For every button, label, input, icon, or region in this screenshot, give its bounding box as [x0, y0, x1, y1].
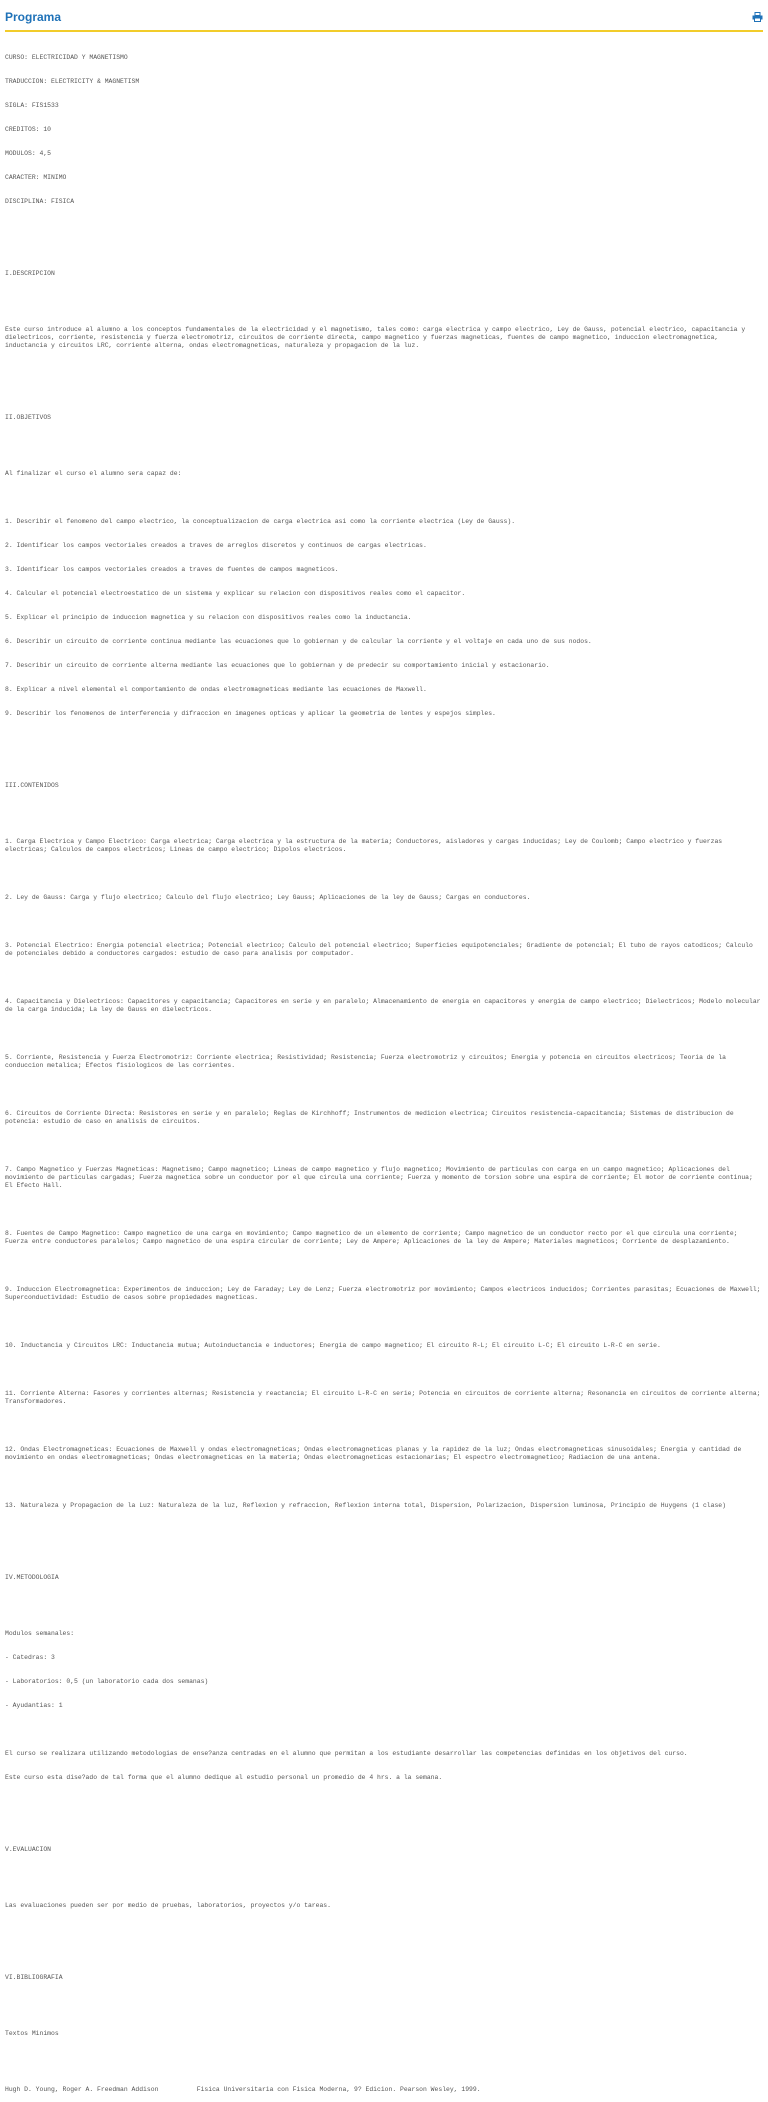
meta-discipline: DISCIPLINA: FISICA: [5, 198, 75, 205]
metodologia-line: - Catedras: 3: [5, 1654, 55, 1661]
contenido-item: 10. Inductancia y Circuitos LRC: Inductancia mutua; Autoinductancia e inductores; Energia de campo magnetico; El circuito R-L; El circuito L-C; El circuito L-R-C en serie.: [5, 1342, 661, 1349]
objetivo-item: 8. Explicar a nivel elemental el comportamiento de ondas electromagneticas mediante las ecuaciones de Maxwell.: [5, 686, 427, 693]
contenido-item: 5. Corriente, Resistencia y Fuerza Electromotriz: Corriente electrica; Resistividad; Resistencia; Fuerza electromotriz y circuitos; Energia y potencia en circuitos electricos; Teoria de la conduccion metalica; Efectos fisiologicos de las corrientes.: [5, 1054, 730, 1069]
objetivo-item: 3. Identificar los campos vectoriales creados a traves de fuentes de campos magneticos.: [5, 566, 339, 573]
section-heading-metodologia: IV.METODOLOGIA: [5, 1574, 59, 1581]
meta-course: CURSO: ELECTRICIDAD Y MAGNETISMO: [5, 54, 128, 61]
section-heading-objetivos: II.OBJETIVOS: [5, 414, 52, 421]
contenido-item: 7. Campo Magnetico y Fuerzas Magneticas: Magnetismo; Campo magnetico; Lineas de campo magnetico y flujo magnetico; Movimiento de particulas con carga en un campo magnetico; Aplicaciones del movimiento de particulas cargadas; Fuerza magnetica sobre un conductor por el que circula una corriente; Fuerza y momento de torsion sobre una espira de corriente; El motor de corriente continua; El Efecto Hall.: [5, 1166, 757, 1189]
page-header: [5, 0, 763, 32]
contenido-item: 4. Capacitancia y Dielectricos: Capacitores y capacitancia; Capacitores en serie y en paralelo; Almacenamiento de energia en capacitores y energia de campo electrico; Dielectricos; Modelo molecular de la carga inducida; La ley de Gauss en dielectricos.: [5, 998, 765, 1013]
objetivos-intro: Al finalizar el curso el alumno sera capaz de:: [5, 470, 182, 477]
objetivo-item: 1. Describir el fenomeno del campo electrico, la conceptualizacion de carga electrica asi como la corriente electrica (Ley de Gauss).: [5, 518, 516, 525]
metodologia-text: El curso se realizara utilizando metodologias de ense?anza centradas en el alumno que permitan a los estudiante desarrollar las competencias definidas en los objetivos del curso.: [5, 1750, 688, 1757]
descripcion-text: Este curso introduce al alumno a los conceptos fundamentales de la electricidad y el magnetismo, tales como: carga electrica y campo electrico, Ley de Gauss, potencial electrico, capacitancia y dielectricos, corriente, resistencia y fuerza electromotriz, circuitos de corriente directa, campo magnetico y fuerzas magneticas, fuentes de campo magnetico, induccion electromagnetica, inductancia y circuitos LRC, corriente alterna, ondas electromagneticas, naturaleza y propagacion de la luz.: [5, 326, 750, 349]
metodologia-line: Modulos semanales:: [5, 1630, 75, 1637]
contenido-item: 9. Induccion Electromagnetica: Experimentos de induccion; Ley de Faraday; Ley de Lenz; Fuerza electromotriz por movimiento; Campos electricos inducidos; Corrientes parasitas; Ecuaciones de Maxwell; Superconductividad: Estudio de casos sobre propiedades magneticas.: [5, 1286, 765, 1301]
meta-code: SIGLA: FIS1533: [5, 102, 59, 109]
contenido-item: 6. Circuitos de Corriente Directa: Resistores en serie y en paralelo; Reglas de Kirchhoff; Instrumentos de medicion electrica; Circuitos resistencia-capacitancia; Sistemas de distribucion de potencia: estudio de caso en analisis de circuitos.: [5, 1110, 738, 1125]
meta-translation: TRADUCCION: ELECTRICITY & MAGNETISM: [5, 78, 140, 85]
contenido-item: 11. Corriente Alterna: Fasores y corrientes alternas; Resistencia y reactancia; El circuito L-R-C en serie; Potencia en circuitos de corriente alterna; Resonancia en circuitos de corriente alterna; Transformadores.: [5, 1390, 765, 1405]
section-heading-evaluacion: V.EVALUACION: [5, 1846, 52, 1853]
meta-modules: MODULOS: 4,5: [5, 150, 52, 157]
contenido-item: 3. Potencial Electrico: Energia potencial electrica; Potencial electrico; Calculo del potencial electrico; Superficies equipotenciales; Gradiente de potencial; El tubo de rayos catodicos; Calculo de potenciales debido a conductores cargados: estudio de caso para analisis por computador.: [5, 942, 757, 957]
contenido-item: 2. Ley de Gauss: Carga y flujo electrico; Calculo del flujo electrico; Ley Gauss; Aplicaciones de la ley de Gauss; Cargas en conductores.: [5, 894, 531, 901]
contenido-item: 12. Ondas Electromagneticas: Ecuaciones de Maxwell y ondas electromagneticas; Ondas electromagneticas planas y la rapidez de la luz; Ondas electromagneticas sinusoidales; Energia y cantidad de movimiento en ondas electromagneticas; Ondas electromagneticas en la materia; Ondas electromagneticas estacionarias; El espectro electromagnetico; Radiacion de una antena.: [5, 1446, 746, 1461]
contenido-item: 1. Carga Electrica y Campo Electrico: Carga electrica; Carga electrica y la estructura de la materia; Conductores, aisladores y cargas inducidas; Ley de Coulomb; Campo electrico y fuerzas electricas; Calculos de campos electricos; Lineas de campo electrico; Dipolos electricos.: [5, 838, 726, 853]
meta-credits: CREDITOS: 10: [5, 126, 52, 133]
meta-character: CARACTER: MINIMO: [5, 174, 67, 181]
section-heading-contenidos: III.CONTENIDOS: [5, 782, 59, 789]
metodologia-text: Este curso esta dise?ado de tal forma que el alumno dedique al estudio personal un promedio de 4 hrs. a la semana.: [5, 1774, 443, 1781]
objetivo-item: 5. Explicar el principio de induccion magnetica y su relacion con dispositivos reales como la inductancia.: [5, 614, 412, 621]
section-heading-bibliografia: VI.BIBLIOGRAFIA: [5, 1974, 63, 1981]
objetivo-item: 2. Identificar los campos vectoriales creados a traves de arreglos discretos y continuos de cargas electricas.: [5, 542, 427, 549]
objetivo-item: 6. Describir un circuito de corriente continua mediante las ecuaciones que lo gobiernan y de calcular la corriente y el voltaje en cada uno de sus nodos.: [5, 638, 592, 645]
program-content: [5, 38, 763, 2102]
bibliografia-reference: Hugh D. Young, Roger A. Freedman Addison Fisica Universitaria con Fisica Moderna, 9? Edicion. Pearson Wesley, 1999.: [5, 2086, 481, 2093]
objetivo-item: 4. Calcular el potencial electroestatico de un sistema y explicar su relacion con dispositivos reales como el capacitor.: [5, 590, 466, 597]
page-title: Programa: [5, 10, 62, 24]
objetivo-item: 7. Describir un circuito de corriente alterna mediante las ecuaciones que lo gobiernan y de predecir su comportamiento inicial y estacionario.: [5, 662, 550, 669]
contenido-item: 13. Naturaleza y Propagacion de la Luz: Naturaleza de la luz, Reflexion y refraccion, Reflexion interna total, Dispersion, Polarizacion, Dispersion luminosa, Principio de Huygens (1 clase): [5, 1502, 726, 1509]
section-heading-descripcion: I.DESCRIPCION: [5, 270, 55, 277]
metodologia-line: - Laboratorios: 0,5 (un laboratorio cada dos semanas): [5, 1678, 209, 1685]
print-icon[interactable]: [752, 12, 763, 22]
metodologia-line: - Ayudantias: 1: [5, 1702, 63, 1709]
objetivo-item: 9. Describir los fenomenos de interferencia y difraccion en imagenes opticas y aplicar la geometria de lentes y espejos simples.: [5, 710, 496, 717]
bibliografia-subheading: Textos Minimos: [5, 2030, 59, 2037]
contenido-item: 8. Fuentes de Campo Magnetico: Campo magnetico de una carga en movimiento; Campo magnetico de un elemento de corriente; Campo magnetico de un conductor recto por el que circula una corriente; Fuerza entre conductores paralelos; Campo magnetico de una espira circular de corriente; Ley de Ampere; Aplicaciones de la ley de Ampere; Materiales magneticos; Corriente de desplazamiento.: [5, 1230, 742, 1245]
evaluacion-text: Las evaluaciones pueden ser por medio de pruebas, laboratorios, proyectos y/o tareas.: [5, 1902, 331, 1909]
